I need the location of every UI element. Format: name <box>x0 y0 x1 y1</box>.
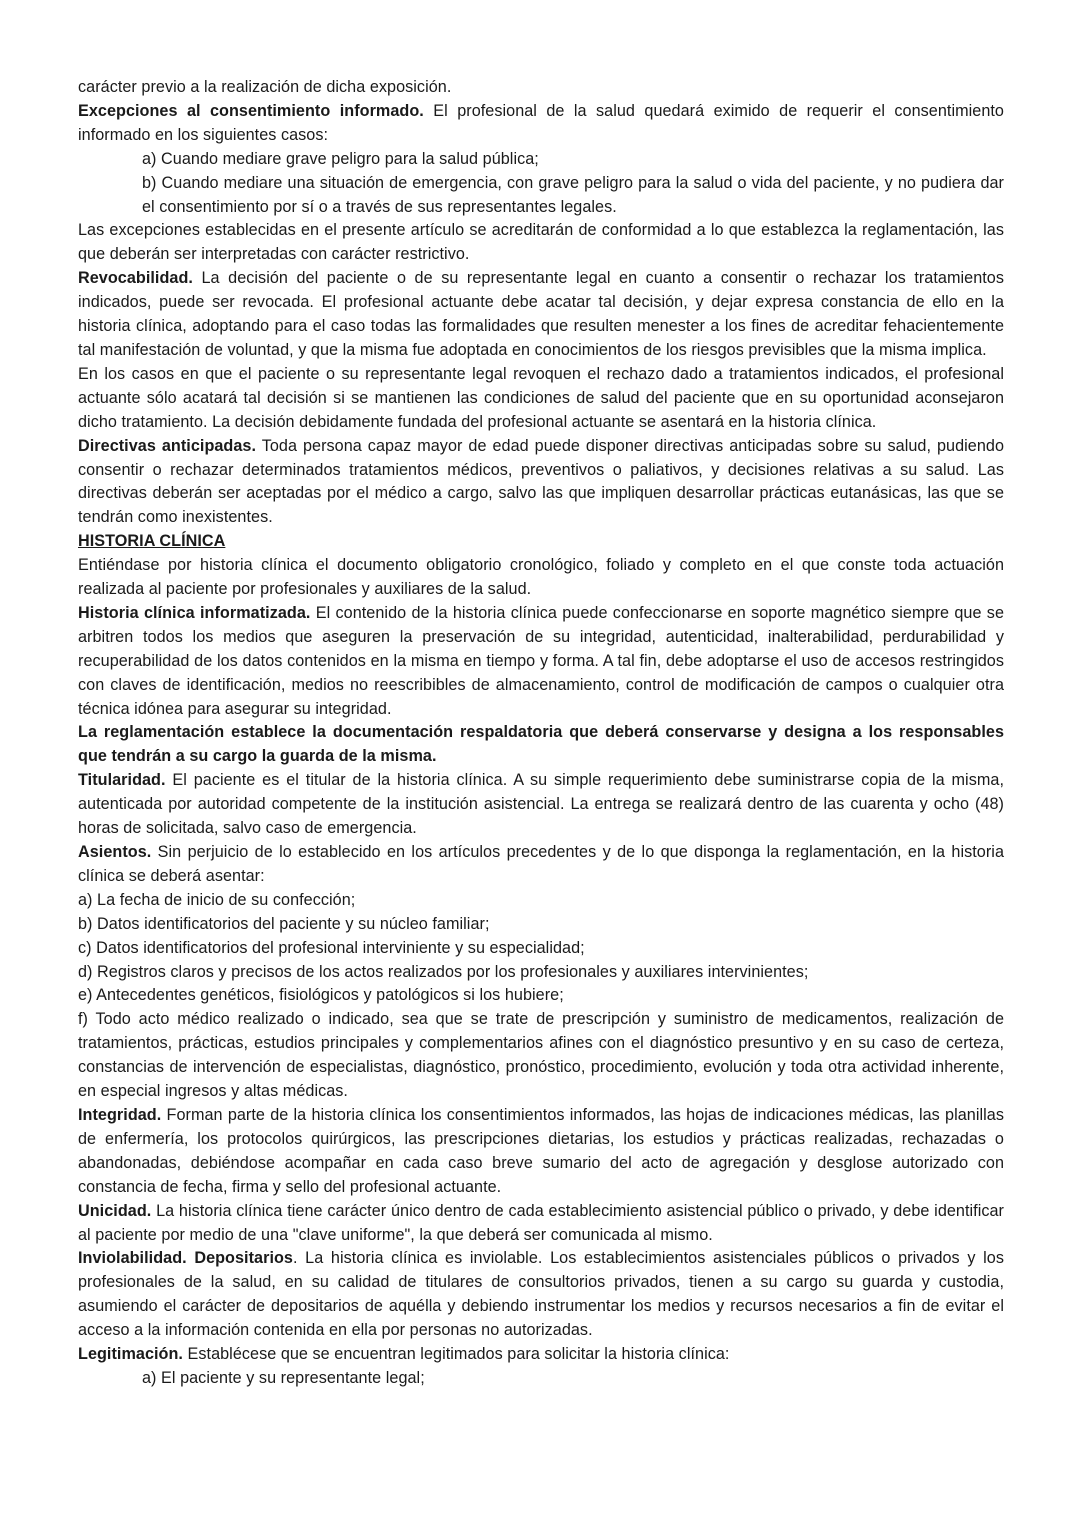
indented-list-item <box>78 148 1004 172</box>
paragraph <box>78 219 1004 267</box>
paragraph <box>78 100 1004 148</box>
indented-list-item <box>78 1367 1004 1391</box>
paragraph-text: El profesional de la salud quedará eximido de requerir el consentimiento informado en los siguientes casos: <box>78 101 1004 144</box>
paragraph <box>78 961 1004 985</box>
paragraph-text: Sin perjuicio de lo establecido en los artículos precedentes y de lo que disponga la reglamentación, en la historia clínica se deberá asentar: <box>78 843 1004 885</box>
paragraph-lead-title: Directivas anticipadas. <box>78 436 257 455</box>
paragraph-text: El paciente es el titular de la historia clínica. A su simple requerimiento debe suministrarse copia de la misma, autenticada por autoridad competente de la institución asistencial. La entrega se realizará dentro de las cuarenta y ocho (48) horas de solicitada, salvo caso de emergencia. <box>78 771 1004 838</box>
document-page <box>78 76 1004 1391</box>
paragraph <box>78 435 1004 531</box>
paragraph <box>78 602 1004 722</box>
paragraph-lead-title: Asientos. <box>78 843 152 861</box>
paragraph-text: a) Cuando mediare grave peligro para la salud pública; <box>142 149 539 168</box>
paragraph <box>78 889 1004 913</box>
section-heading-text: HISTORIA CLÍNICA <box>78 532 226 551</box>
paragraph <box>78 841 1004 889</box>
paragraph <box>78 554 1004 602</box>
paragraph-text: . La historia clínica es inviolable. Los establecimientos asistenciales públicos o privados y los profesionales de la salud, en su calidad de titulares de consultorios privados, tienen a su cargo su guarda y custodia, asumiendo el carácter de depositarios de aquélla y debiendo instrumentar los medios y recursos necesarios a fin de evitar el acceso a la información contenida en ella por personas no autorizadas. <box>78 1249 1004 1340</box>
paragraph-lead-title: Titularidad. <box>78 771 166 790</box>
paragraph-text: Toda persona capaz mayor de edad puede disponer directivas anticipadas sobre su salud, pudiendo consentir o rechazar determinados tratamientos médicos, preventivos o paliativos, y decisiones relativas a su salud. Las directivas deberán ser aceptadas por el médico a cargo, salvo las que impliquen desarrollar prácticas eutanásicas, las que se tendrán como inexistentes. <box>78 436 1004 527</box>
paragraph-text: f) Todo acto médico realizado o indicado, sea que se trate de prescripción y suministro de medicamentos, realización de tratamientos, prácticas, estudios principales y complementarios afines con el diagnóstico presuntivo y en su caso de certeza, constancias de intervención de especialistas, diagnóstico, pronóstico, procedimiento, evolución y toda otra actividad inherente, en especial ingresos y altas médicas. <box>78 1010 1004 1101</box>
indented-list-item <box>78 172 1004 220</box>
paragraph-text: La decisión del paciente o de su representante legal en cuanto a consentir o rechazar los tratamientos indicados, puede ser revocada. El profesional actuante debe acatar tal decisión, y dejar expresa constancia de ello en la historia clínica, adoptando para el caso todas las formalidades que resulten menester a los fines de acreditar fehacientemente tal manifestación de voluntad, y que la misma fue adoptada en conocimientos de los riesgos previsibles que la misma implica. <box>78 269 1004 359</box>
paragraph <box>78 267 1004 363</box>
paragraph <box>78 1200 1004 1248</box>
paragraph-lead-title: Revocabilidad. <box>78 269 193 288</box>
paragraph-lead-title: Legitimación. <box>78 1345 183 1364</box>
paragraph-lead-title: Unicidad. <box>78 1201 152 1220</box>
paragraph-text: a) La fecha de inicio de su confección; <box>78 890 356 909</box>
paragraph-text: La historia clínica tiene carácter único dentro de cada establecimiento asistencial público o privado, y debe identificar al paciente por medio de una "clave uniforme", la que deberá ser comunicada al mismo. <box>78 1201 1004 1244</box>
paragraph-text: Establécese que se encuentran legitimados para solicitar la historia clínica: <box>182 1345 730 1364</box>
paragraph-text: Forman parte de la historia clínica los consentimientos informados, las hojas de indicaciones médicas, las planillas de enfermería, los protocolos quirúrgicos, las prescripciones dietarias, los estudios y prácticas realizadas, rechazadas o abandonadas, debiéndose acompañar en cada caso breve sumario del acto de agregación y desglose autorizado con constancia de fecha, firma y sello del profesional actuante. <box>78 1105 1004 1196</box>
paragraph-text: a) El paciente y su representante legal; <box>142 1368 425 1387</box>
paragraph-text: e) Antecedentes genéticos, fisiológicos y patológicos si los hubiere; <box>78 986 564 1005</box>
paragraph-text: En los casos en que el paciente o su representante legal revoquen el rechazo dado a tratamientos indicados, el profesional actuante sólo acatará tal decisión si se mantienen las condiciones de salud del paciente que en su oportunidad aconsejaron dicho tratamiento. La decisión debidamente fundada del profesional actuante se asentará en la historia clínica. <box>78 364 1004 431</box>
paragraph <box>78 937 1004 961</box>
paragraph-text: Las excepciones establecidas en el presente artículo se acreditarán de conformidad a lo que establezca la reglamentación, las que deberán ser interpretadas con carácter restrictivo. <box>78 221 1004 264</box>
paragraph-lead-title: Inviolabilidad. Depositarios <box>78 1249 293 1268</box>
paragraph-text: El contenido de la historia clínica puede confeccionarse en soporte magnético siempre que se arbitren todos los medios que aseguren la preservación de su integridad, autenticidad, inalterabilidad, perdurabilidad y recuperabilidad de los datos contenidos en la misma en tiempo y forma. A tal fin, debe adoptarse el uso de accesos restringidos con claves de identificación, medios no reescribibles de almacenamiento, control de modificación de campos o cualquier otra técnica idónea para asegurar su integridad. <box>78 603 1005 718</box>
paragraph <box>78 1008 1004 1104</box>
paragraph <box>78 721 1004 769</box>
paragraph <box>78 769 1004 841</box>
paragraph <box>78 363 1004 435</box>
paragraph-text: carácter previo a la realización de dicha exposición. <box>78 78 452 96</box>
paragraph <box>78 76 1004 100</box>
paragraph-text: c) Datos identificatorios del profesional interviniente y su especialidad; <box>78 938 585 957</box>
paragraph <box>78 1104 1004 1200</box>
paragraph-text: Entiéndase por historia clínica el documento obligatorio cronológico, foliado y completo en el que conste toda actuación realizada al paciente por profesionales y auxiliares de la salud. <box>78 556 1004 599</box>
section-heading <box>78 530 1004 554</box>
paragraph-text: d) Registros claros y precisos de los actos realizados por los profesionales y auxiliares intervinientes; <box>78 962 809 981</box>
paragraph-text: b) Datos identificatorios del paciente y su núcleo familiar; <box>78 914 490 933</box>
paragraph <box>78 984 1004 1008</box>
paragraph-lead-title: Excepciones al consentimiento informado. <box>78 101 424 120</box>
paragraph-text: b) Cuando mediare una situación de emergencia, con grave peligro para la salud o vida del paciente, y no pudiera dar el consentimiento por sí o a través de sus representantes legales. <box>142 173 1004 216</box>
paragraph <box>78 1343 1004 1367</box>
paragraph <box>78 913 1004 937</box>
paragraph <box>78 1247 1004 1343</box>
paragraph-lead-title: Historia clínica informatizada. <box>78 603 311 622</box>
paragraph-lead-title: Integridad. <box>78 1105 162 1124</box>
paragraph-lead-title: La reglamentación establece la documentación respaldatoria que deberá conservarse y designa a los responsables que tendrán a su cargo la guarda de la misma. <box>78 723 1004 766</box>
